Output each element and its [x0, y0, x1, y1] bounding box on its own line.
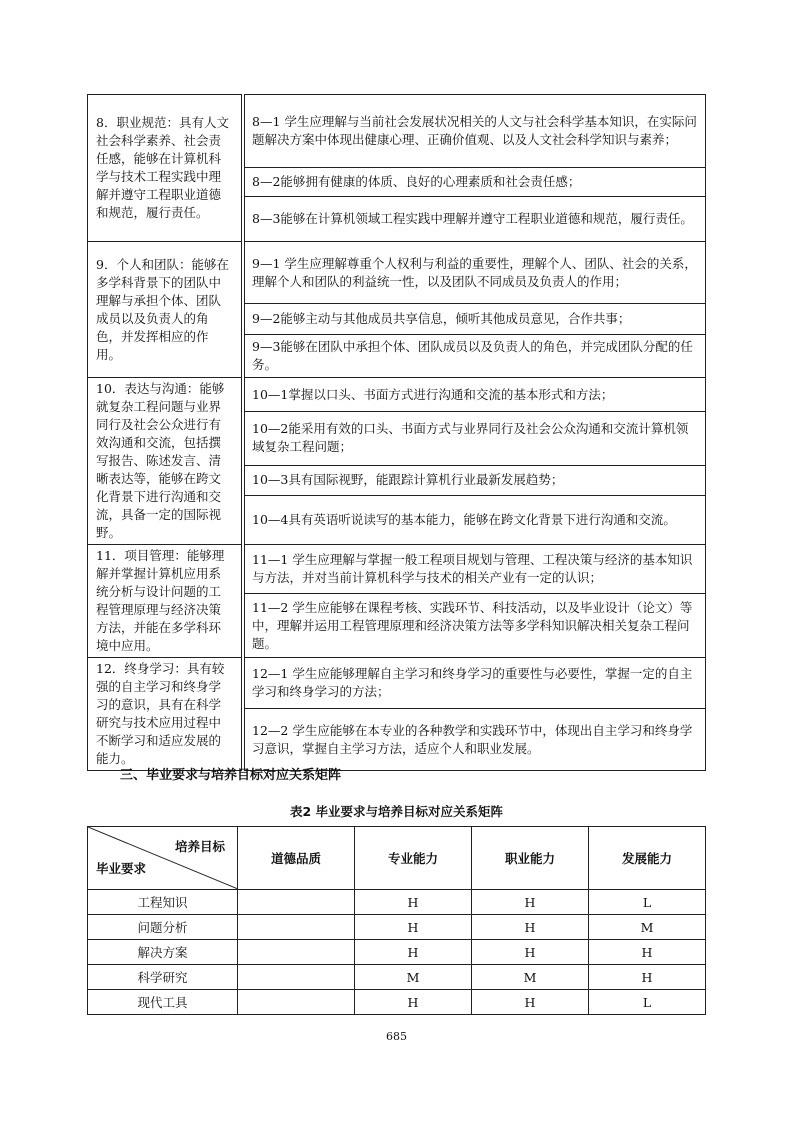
- row-label: 工程知识: [88, 890, 238, 915]
- row-label: 解决方案: [88, 940, 238, 965]
- objectives-matrix-table: [87, 826, 706, 1015]
- table-row: [88, 940, 706, 965]
- table-row: [88, 965, 706, 990]
- table-row: [88, 890, 706, 915]
- requirement-point: 10—3具有国际视野，能跟踪计算机行业最新发展趋势；: [245, 465, 706, 495]
- matrix-cell: H: [355, 915, 472, 940]
- requirement-title: 9．个人和团队：能够在多学科背景下的团队中理解与承担个体、团队成员以及负责人的角色，并发挥相应的作用。: [88, 242, 242, 378]
- requirements-axis-label: 毕业要求: [96, 861, 147, 876]
- objectives-axis-label: 培养目标: [174, 839, 225, 854]
- requirement-point: 9—1 学生应理解尊重个人权利与利益的重要性，理解个人、团队、社会的关系，理解个人和团队的利益统一性，以及团队不同成员及负责人的作用；: [245, 242, 706, 304]
- table-row: [88, 915, 706, 940]
- row-label: 科学研究: [88, 965, 238, 990]
- requirement-point: 9—3能够在团队中承担个体、团队成员以及负责人的角色，并完成团队分配的任务。: [245, 335, 706, 378]
- diagonal-header-cell: [88, 827, 238, 890]
- requirement-point: 12—1 学生应能够理解自主学习和终身学习的重要性与必要性，掌握一定的自主学习和终身学习的方法；: [245, 658, 706, 709]
- requirement-point: 10—4具有英语听说读写的基本能力，能够在跨文化背景下进行沟通和交流。: [245, 495, 706, 544]
- requirement-title: 12．终身学习：具有较强的自主学习和终身学习的意识，具有在科学研究与技术应用过程中不断学习和适应发展的能力。: [88, 658, 242, 771]
- matrix-cell: [238, 915, 355, 940]
- matrix-cell: [238, 990, 355, 1015]
- matrix-cell: H: [355, 890, 472, 915]
- requirement-point: 8—2能够拥有健康的体质、良好的心理素质和社会责任感；: [245, 168, 706, 197]
- matrix-cell: M: [472, 965, 589, 990]
- matrix-cell: L: [589, 990, 706, 1015]
- requirement-point: 8—3能够在计算机领域工程实践中理解并遵守工程职业道德和规范，履行责任。: [245, 197, 706, 242]
- column-header: 发展能力: [589, 827, 706, 890]
- table-row: [88, 990, 706, 1015]
- requirement-point: 8—1 学生应理解与当前社会发展状况相关的人文与社会科学基本知识，在实际问题解决方案中体现出健康心理、正确价值观、以及人文社会科学知识与素养；: [245, 95, 706, 168]
- matrix-cell: L: [589, 890, 706, 915]
- row-label: 现代工具: [88, 990, 238, 1015]
- requirement-point: 11—2 学生应能够在课程考核、实践环节、科技活动，以及毕业设计（论文）等中，理解并运用工程管理原理和经济决策方法等多学科知识解决相关复杂工程问题。: [245, 594, 706, 658]
- matrix-cell: [238, 940, 355, 965]
- row-label: 问题分析: [88, 915, 238, 940]
- requirement-title: 11．项目管理：能够理解并掌握计算机应用系统分析与设计问题的工程管理原理与经济决策方法，并能在多学科环境中应用。: [88, 545, 242, 658]
- requirement-point: 10—1掌握以口头、书面方式进行沟通和交流的基本形式和方法；: [245, 378, 706, 412]
- matrix-cell: [238, 965, 355, 990]
- requirement-point: 11—1 学生应理解与掌握一般工程项目规划与管理、工程决策与经济的基本知识与方法，并对当前计算机科学与技术的相关产业有一定的认识；: [245, 545, 706, 594]
- matrix-cell: H: [589, 965, 706, 990]
- requirement-point: 9—2能够主动与其他成员共享信息，倾听其他成员意见，合作共事；: [245, 304, 706, 335]
- matrix-cell: H: [472, 940, 589, 965]
- matrix-cell: M: [589, 915, 706, 940]
- page-number: 685: [386, 1030, 407, 1043]
- matrix-cell: [238, 890, 355, 915]
- requirement-title: 8．职业规范：具有人文社会科学素养、社会责任感，能够在计算机科学与技术工程实践中理解并遵守工程职业道德和规范，履行责任。: [88, 95, 242, 242]
- column-header: 专业能力: [355, 827, 472, 890]
- matrix-cell: H: [589, 940, 706, 965]
- graduation-requirements-table: [87, 94, 706, 771]
- table-caption: 表2 毕业要求与培养目标对应关系矩阵: [289, 804, 504, 819]
- column-header: 职业能力: [472, 827, 589, 890]
- matrix-cell: M: [355, 965, 472, 990]
- requirement-point: 12—2 学生应能够在本专业的各种教学和实践环节中，体现出自主学习和终身学习意识，掌握自主学习方法，适应个人和职业发展。: [245, 709, 706, 771]
- matrix-cell: H: [472, 890, 589, 915]
- matrix-cell: H: [355, 990, 472, 1015]
- column-header: 道德品质: [238, 827, 355, 890]
- requirement-title: 10．表达与沟通：能够就复杂工程问题与业界同行及社会公众进行有效沟通和交流，包括撰写报告、陈述发言、清晰表达等，能够在跨文化背景下进行沟通和交流，具备一定的国际视野。: [88, 378, 242, 545]
- requirement-point: 10—2能采用有效的口头、书面方式与业界同行及社会公众沟通和交流计算机领域复杂工程问题；: [245, 412, 706, 466]
- matrix-cell: H: [472, 915, 589, 940]
- matrix-cell: H: [472, 990, 589, 1015]
- matrix-cell: H: [355, 940, 472, 965]
- section-heading: 三、毕业要求与培养目标对应关系矩阵: [120, 768, 342, 783]
